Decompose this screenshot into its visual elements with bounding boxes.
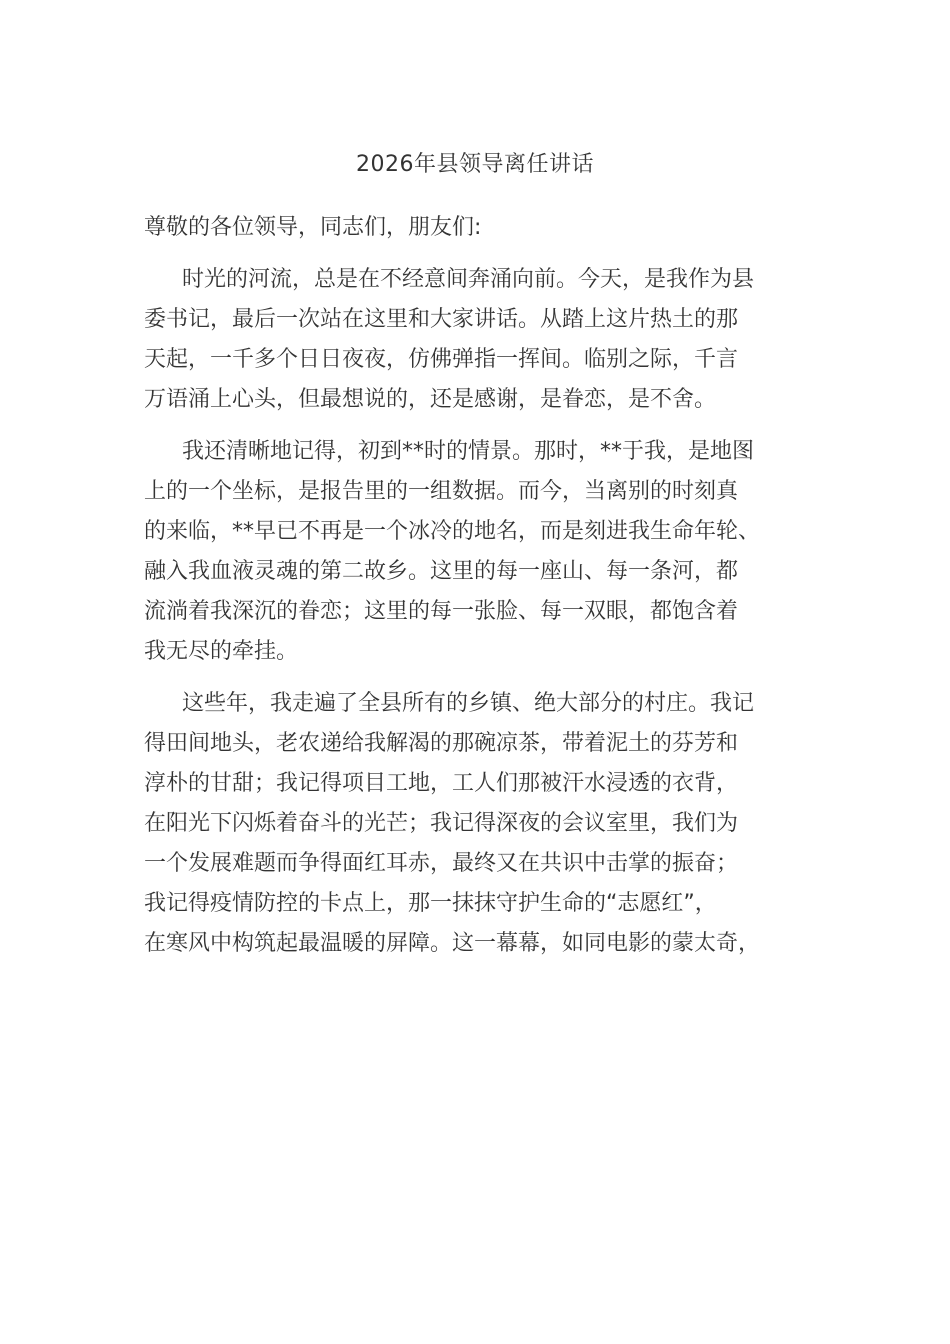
paragraph-line: 融入我血液灵魂的第二故乡。这里的每一座山、每一条河，都 xyxy=(144,559,739,584)
paragraph-line: 得田间地头，老农递给我解渴的那碗凉茶，带着泥土的芬芳和 xyxy=(144,731,739,756)
paragraph-line: 这些年，我走遍了全县所有的乡镇、绝大部分的村庄。我记 xyxy=(182,691,755,716)
paragraph-line: 万语涌上心头，但最想说的，还是感谢，是眷恋，是不舍。 xyxy=(144,387,717,412)
paragraph-1 xyxy=(144,260,834,420)
paragraph-line: 上的一个坐标，是报告里的一组数据。而今，当离别的时刻真 xyxy=(144,479,739,504)
paragraph-line: 我记得疫情防控的卡点上，那一抹抹守护生命的“志愿红”， xyxy=(144,891,717,916)
paragraph-line: 在寒风中构筑起最温暖的屏障。这一幕幕，如同电影的蒙太奇， xyxy=(144,931,761,956)
paragraph-line: 天起，一千多个日日夜夜，仿佛弹指一挥间。临别之际，千言 xyxy=(144,347,739,372)
paragraph-3 xyxy=(144,684,834,964)
paragraph-line: 我还清晰地记得，初到**时的情景。那时，**于我，是地图 xyxy=(182,439,755,464)
paragraph-line: 委书记，最后一次站在这里和大家讲话。从踏上这片热土的那 xyxy=(144,307,739,332)
paragraph-line: 淳朴的甘甜；我记得项目工地，工人们那被汗水浸透的衣背， xyxy=(144,771,739,796)
paragraph-line: 我无尽的牵挂。 xyxy=(144,639,299,664)
document-title: 2026年县领导离任讲话 xyxy=(356,152,594,177)
paragraph-line: 的来临，**早已不再是一个冰冷的地名，而是刻进我生命年轮、 xyxy=(144,519,761,544)
paragraph-line: 时光的河流，总是在不经意间奔涌向前。今天，是我作为县 xyxy=(182,267,755,292)
paragraph-line: 一个发展难题而争得面红耳赤，最终又在共识中击掌的振奋； xyxy=(144,851,739,876)
paragraph-line: 在阳光下闪烁着奋斗的光芒；我记得深夜的会议室里，我们为 xyxy=(144,811,739,836)
paragraph-2 xyxy=(144,432,834,672)
document-body xyxy=(144,208,834,976)
paragraph-line: 流淌着我深沉的眷恋；这里的每一张脸、每一双眼，都饱含着 xyxy=(144,599,739,624)
greeting-line: 尊敬的各位领导，同志们，朋友们: xyxy=(144,215,482,240)
